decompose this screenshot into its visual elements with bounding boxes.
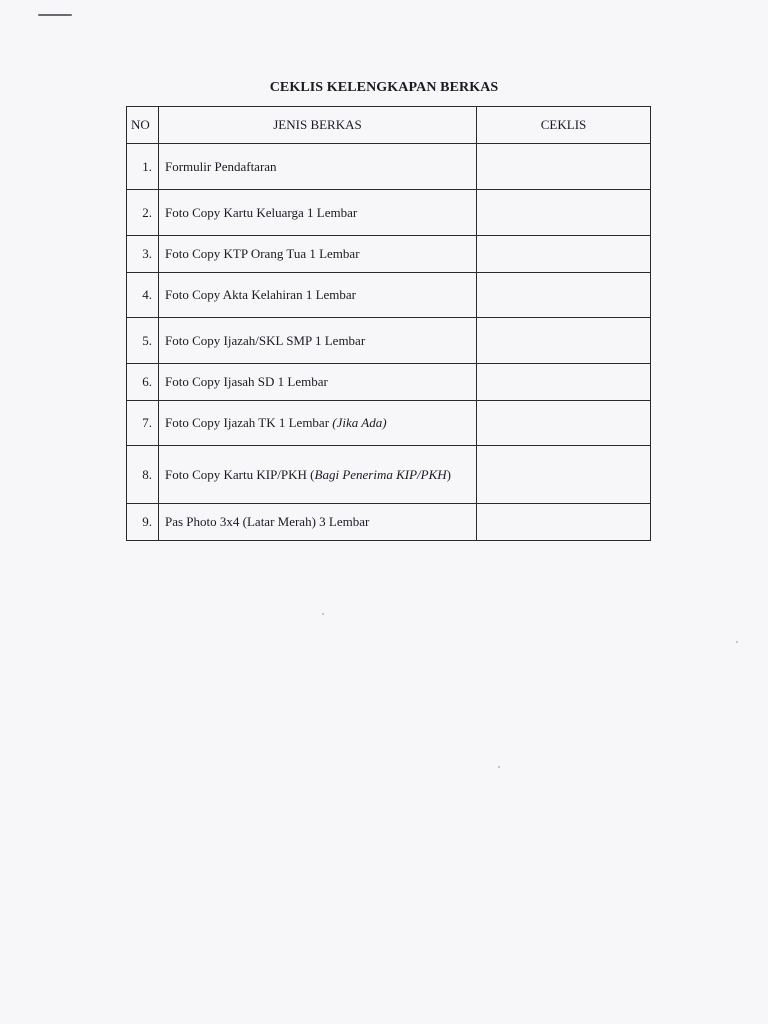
row-number: 2.: [127, 190, 159, 236]
row-item: [159, 190, 477, 236]
row-item: [159, 446, 477, 504]
table-row: [127, 401, 651, 446]
item-note-close: ): [446, 466, 452, 482]
item-text: Foto Copy KTP Orang Tua 1 Lembar: [165, 246, 360, 261]
row-item: [159, 318, 477, 364]
scan-speck: [322, 613, 324, 615]
ceklis-cell[interactable]: [477, 144, 651, 190]
row-number: 4.: [127, 273, 159, 318]
row-item: [159, 236, 477, 273]
document-title: CEKLIS KELENGKAPAN BERKAS: [269, 80, 499, 95]
ceklis-cell[interactable]: [477, 190, 651, 236]
row-number: 1.: [127, 144, 159, 190]
header-jenis-berkas: JENIS BERKAS: [159, 107, 477, 144]
table-row: [127, 504, 651, 541]
header-ceklis: CEKLIS: [477, 107, 651, 144]
scan-speck: [736, 641, 738, 643]
row-item: [159, 364, 477, 401]
item-note: Bagi Penerima KIP/PKH: [314, 466, 447, 482]
header-row: [127, 107, 651, 144]
scan-speck: [498, 766, 500, 768]
item-note: (Jika Ada): [332, 415, 387, 430]
row-item: [159, 144, 477, 190]
table-row: [127, 144, 651, 190]
row-number: 3.: [127, 236, 159, 273]
ceklis-cell[interactable]: [477, 401, 651, 446]
item-text: Foto Copy Kartu KIP/PKH (: [165, 466, 315, 482]
row-item: [159, 504, 477, 541]
ceklis-cell[interactable]: [477, 364, 651, 401]
item-text: Foto Copy Ijazah TK 1 Lembar: [165, 415, 333, 430]
table-row: [127, 190, 651, 236]
row-number: 5.: [127, 318, 159, 364]
row-number: 9.: [127, 504, 159, 541]
header-no: NO: [127, 107, 159, 144]
scan-mark: [38, 14, 72, 16]
ceklis-cell[interactable]: [477, 273, 651, 318]
table-row: [127, 446, 651, 504]
table-row: [127, 273, 651, 318]
row-number: 6.: [127, 364, 159, 401]
row-number: 7.: [127, 401, 159, 446]
checklist-table: [126, 106, 651, 541]
row-number: 8.: [127, 446, 159, 504]
item-text: Pas Photo 3x4 (Latar Merah) 3 Lembar: [165, 514, 370, 529]
row-item: [159, 273, 477, 318]
table-row: [127, 318, 651, 364]
ceklis-cell[interactable]: [477, 318, 651, 364]
ceklis-cell[interactable]: [477, 446, 651, 504]
item-text: Foto Copy Ijazah/SKL SMP 1 Lembar: [165, 332, 366, 348]
item-text: Foto Copy Ijasah SD 1 Lembar: [165, 374, 328, 389]
ceklis-cell[interactable]: [477, 504, 651, 541]
item-text: Formulir Pendaftaran: [165, 158, 277, 174]
item-text: Foto Copy Akta Kelahiran 1 Lembar: [165, 287, 356, 302]
table-row: [127, 364, 651, 401]
item-text: Foto Copy Kartu Keluarga 1 Lembar: [165, 204, 358, 220]
table-row: [127, 236, 651, 273]
row-item: [159, 401, 477, 446]
ceklis-cell[interactable]: [477, 236, 651, 273]
